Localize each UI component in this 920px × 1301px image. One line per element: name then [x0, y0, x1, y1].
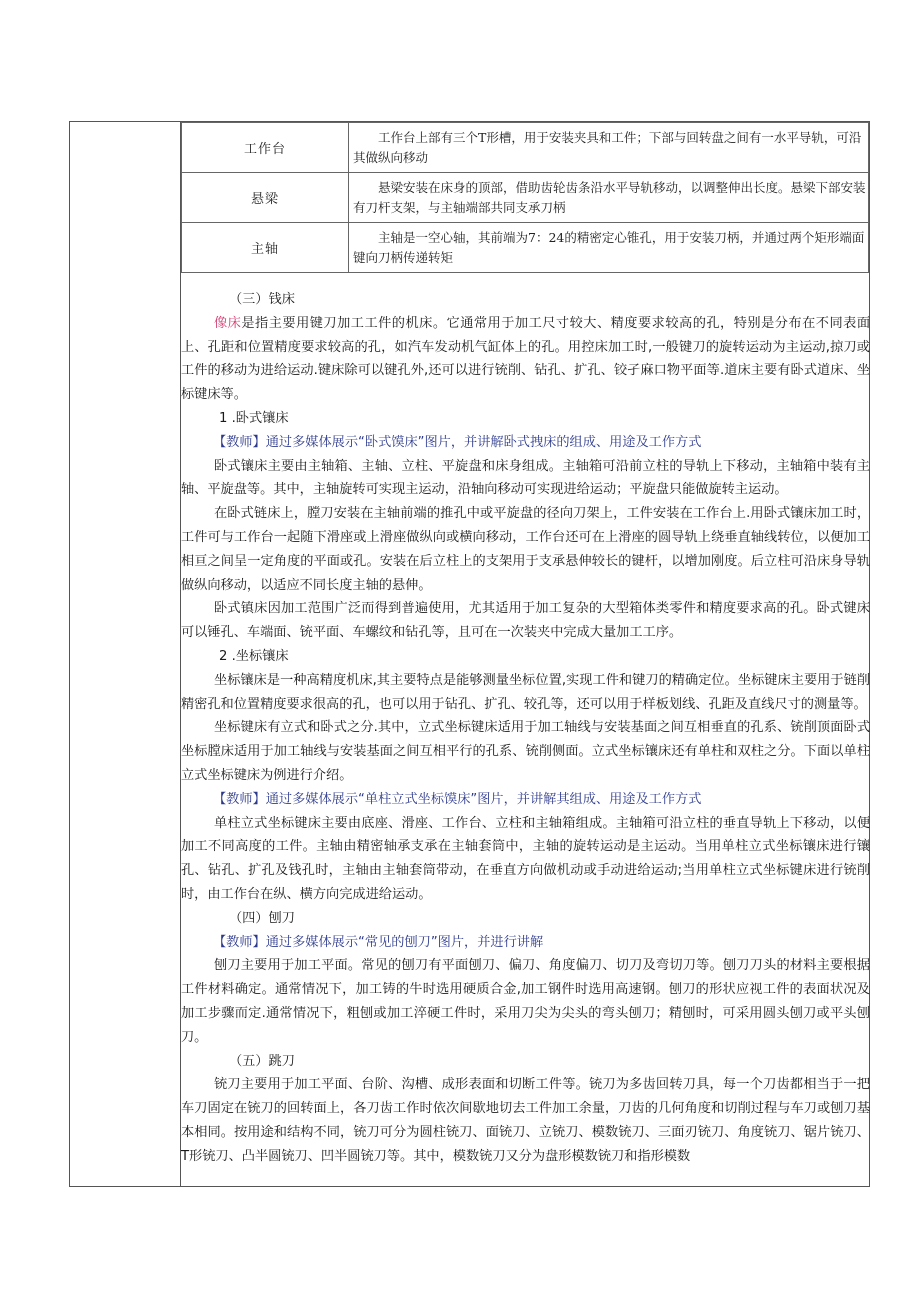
- subheading-horizontal-boring: 1 .卧式镶床: [219, 410, 289, 426]
- highlight-term: 像床: [214, 315, 242, 331]
- component-name: 主轴: [182, 223, 349, 273]
- paragraph: 坐标键床有立式和卧式之分.其中，立式坐标键床适用于加工轴线与安装基面之间互相垂直的孔系、铳削顶面卧式坐标膛床适用于加工轴线与安装基面之间互相平行的孔系、铳削侧面。立式坐标镶床还有单柱和双柱之分。下面以单柱立式坐标键床为例进行介绍。: [181, 720, 870, 783]
- paragraph-boring-machine-intro: 像床是指主要用键刀加工工件的机床。它通常用于加工尺寸较大、精度要求较高的孔，特别是分布在不同表面上、孔距和位置精度要求较高的孔，如汽车发动机气缸体上的孔。用控床加工时,一般键刀的旋转运动为主运动,掠刀或工件的移动为进给运动.键床除可以键孔外,还可以进行铳削、钻孔、扩孔、铰孑麻口物平面等.道床主要有卧式道床、坐标键床等。: [181, 315, 871, 403]
- teacher-note: 【教师】通过多媒体展示“常见的刨刀”图片，并进行讲解: [213, 934, 544, 950]
- paragraph: 单柱立式坐标键床主要由底座、滑座、工作台、立柱和主轴箱组成。主轴箱可沿立柱的垂直导轨上下移动，以便加工不同高度的工件。主轴由精密轴承支承在主轴套筒中，主轴的旋转运动是主运动。当用单柱立式坐标镶床进行镶孔、钻孔、扩孔及钱孔时，主轴由主轴套筒带动，在垂直方向做机动或手动进给运动;当用单柱立式坐标键床进行铳削时，由工作台在纵、横方向完成进给运动。: [181, 815, 870, 902]
- paragraph: 铳刀主要用于加工平面、台阶、沟槽、成形表面和切断工件等。铳刀为多齿回转刀具，每一个刀齿都相当于一把车刀固定在铳刀的回转面上，各刀齿工作时依次间歇地切去工件加工余量，刀齿的几何角度和切削过程与车刀或刨刀基本相同。按用途和结构不同，铳刀可分为圆柱铳刀、面铳刀、立铳刀、模数铳刀、三面刃铳刀、角度铳刀、锯片铳刀、T形铳刀、凸半圆铳刀、凹半圆铳刀等。其中，模数铳刀又分为盘形模数铳刀和指形模数: [181, 1077, 870, 1164]
- table-row: [182, 123, 869, 173]
- section-heading-milling-machine: （三）钱床: [229, 292, 295, 307]
- lesson-content: [181, 288, 870, 1168]
- section-heading-milling-cutter: （五）跳刀: [229, 1053, 295, 1069]
- table-row: [182, 173, 869, 223]
- components-table: [181, 122, 869, 273]
- teacher-note: 【教师】通过多媒体展示“卧式馍床”图片，并讲解卧式拽床的组成、用途及工作方式: [213, 434, 702, 450]
- section-heading-planer-tool: （四）刨刀: [229, 910, 295, 926]
- teacher-note: 【教师】通过多媒体展示“单柱立式坐标馍床”图片，并讲解其组成、用途及工作方式: [213, 791, 702, 807]
- paragraph: 在卧式链床上，膛刀安装在主轴前端的推孔中或平旋盘的径向刀架上，工件安装在工作台上.用卧式镶床加工时，工件可与工作台一起随下滑座或上滑座做纵向或横向移动，工作台还可在上滑座的圆导轨上绕垂直轴线转位，以便加工相亘之间呈一定角度的平面或孔。安装在后立柱上的支架用于支承悬伸较长的键杆，以增加刚度。后立柱可沿床身导轨做纵向移动，以适应不同长度主轴的悬伸。: [181, 506, 870, 593]
- component-name: 工作台: [182, 123, 349, 173]
- component-description: 悬梁安装在床身的顶部，借助齿轮齿条沿水平导轨移动，以调整伸出长度。悬梁下部安装有刀杆支架，与主轴端部共同支承刀柄: [349, 173, 869, 223]
- paragraph: 刨刀主要用于加工平面。常见的刨刀有平面刨刀、偏刀、角度偏刀、切刀及弯切刀等。刨刀刀头的材料主要根据工件材料确定。通常情况下，加工铸的牛时选用硬质合金,加工钢件时选用高速钢。刨刀的形状应视工件的表面状况及加工步骤而定.通常情况下，粗刨或加工淬硬工件时，采用刀尖为尖头的弯头刨刀；精刨时，可采用圆头刨刀或平头刨刀。: [181, 958, 870, 1045]
- table-row: [182, 223, 869, 273]
- component-name: 悬梁: [182, 173, 349, 223]
- component-description: 工作台上部有三个T形槽，用于安装夹具和工件；下部与回转盘之间有一水平导轨，可沿其做纵向移动: [349, 123, 869, 173]
- paragraph: 卧式镇床因加工范围广泛而得到普遍使用，尤其适用于加工复杂的大型箱体类零件和精度要求高的孔。卧式键床可以锤孔、车端面、铳平面、车螺纹和钻孔等，且可在一次装夹中完成大量加工工序。: [181, 601, 870, 641]
- component-description: 主轴是一空心轴，其前端为7：24的精密定心锥孔，用于安装刀柄，并通过两个矩形端面键向刀柄传递转矩: [349, 223, 869, 273]
- subheading-coordinate-boring: 2 .坐标镶床: [219, 648, 289, 664]
- paragraph: 卧式镶床主要由主轴箱、主轴、立柱、平旋盘和床身组成。主轴箱可沿前立柱的导轨上下移动，主轴箱中装有主轴、平旋盘等。其中，主轴旋转可实现主运动，沿轴向移动可实现进给运动；平旋盘只能做旋转主运动。: [181, 458, 870, 498]
- paragraph: 坐标镶床是一种高精度机床,其主要特点是能够测量坐标位置,实现工件和键刀的精确定位。坐标键床主要用于链削精密孔和位置精度要求很高的孔，也可以用于钻孔、扩孔、较孔等，还可以用于样板划线、孔距及直线尺寸的测量等。: [181, 672, 870, 712]
